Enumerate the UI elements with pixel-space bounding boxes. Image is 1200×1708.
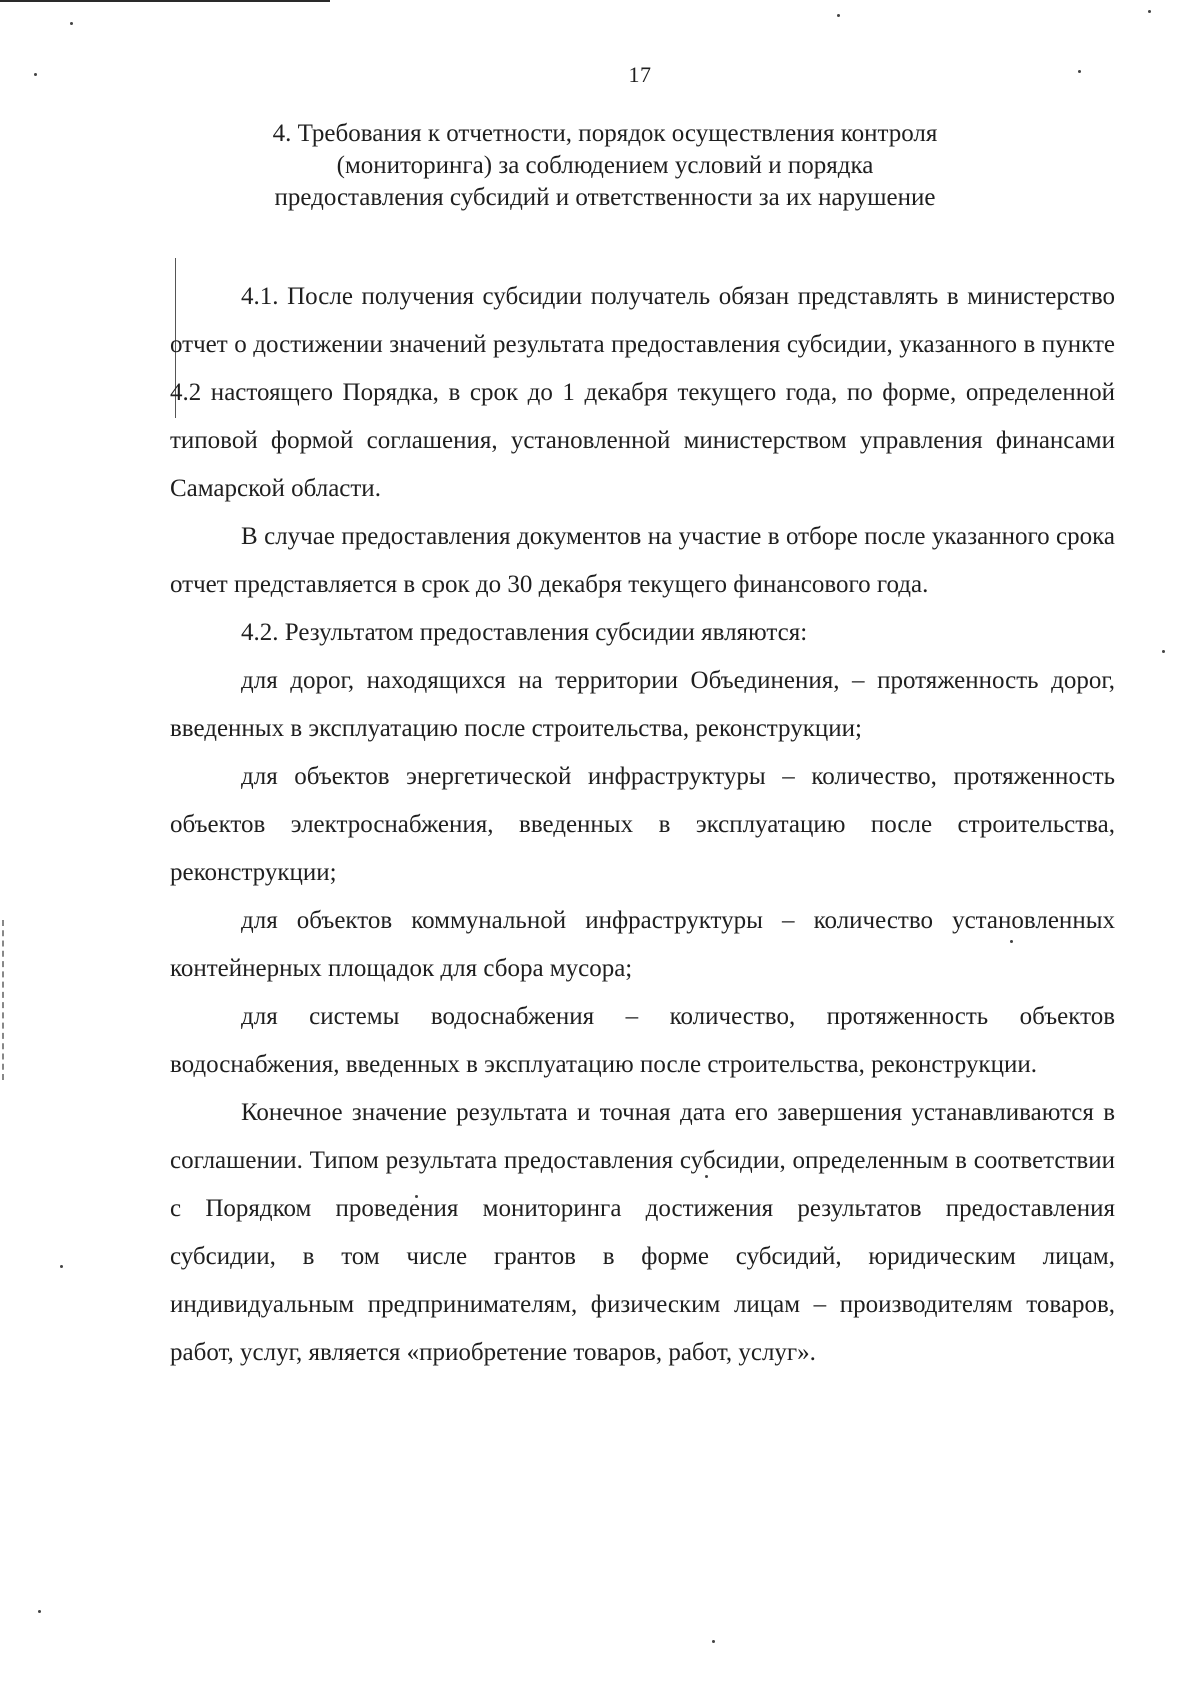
scan-speck — [712, 1640, 715, 1643]
list-item-water: для системы водоснабжения – количество, протяженность объектов водоснабжения, введенных в эксплуатацию после строительства, реконструкции. — [170, 1003, 1115, 1078]
scan-edge-marks — [2, 920, 6, 1080]
list-item-roads: для дорог, находящихся на территории Объединения, – протяженность дорог, введенных в эксплуатацию после строительства, реконструкции; — [170, 667, 1115, 742]
paragraph-4-1: 4.1. После получения субсидии получатель обязан представлять в министерство отчет о достижении значений результата предоставления субсидии, указанного в пункте 4.2 настоящего Порядка, в срок до 1 декабря текущего года, по форме, определенной типовой формой соглашения, установленной министерством управления финансами Самарской области. — [170, 283, 1115, 502]
scan-speck — [60, 1265, 63, 1268]
section-title — [210, 118, 1000, 214]
page-number: 17 — [628, 62, 652, 87]
scan-speck — [837, 14, 840, 17]
list-item-energy: для объектов энергетической инфраструктуры – количество, протяженность объектов электроснабжения, введенных в эксплуатацию после строительства, реконструкции; — [170, 763, 1115, 886]
section-title-line: (мониторинга) за соблюдением условий и порядка — [336, 152, 874, 179]
scan-speck — [1162, 650, 1165, 653]
paragraph-4-2: 4.2. Результатом предоставления субсидии являются: — [241, 619, 808, 646]
paragraph-late-submission: В случае предоставления документов на участие в отборе после указанного срока отчет представляется в срок до 30 декабря текущего финансового года. — [170, 523, 1115, 598]
section-title-line: предоставления субсидий и ответственности за их нарушение — [274, 184, 936, 211]
section-title-line: 4. Требования к отчетности, порядок осуществления контроля — [272, 120, 938, 147]
scan-speck — [70, 22, 73, 25]
paragraph-final-value: Конечное значение результата и точная дата его завершения устанавливаются в соглашении. Типом результата предоставления субсидии, определенным в соответствии с Порядком проведения мониторинга достижения результатов предоставления субсидии, в том числе грантов в форме субсидий, юридическим лицам, индивидуальным предпринимателям, физическим лицам – производителям товаров, работ, услуг, является «приобретение товаров, работ, услуг». — [170, 1099, 1115, 1366]
document-body — [170, 273, 1115, 1377]
scan-speck — [38, 1610, 41, 1613]
list-item-communal: для объектов коммунальной инфраструктуры – количество установленных контейнерных площадок для сбора мусора; — [170, 907, 1115, 982]
scan-speck — [1148, 10, 1151, 13]
scan-top-rule — [0, 0, 330, 2]
